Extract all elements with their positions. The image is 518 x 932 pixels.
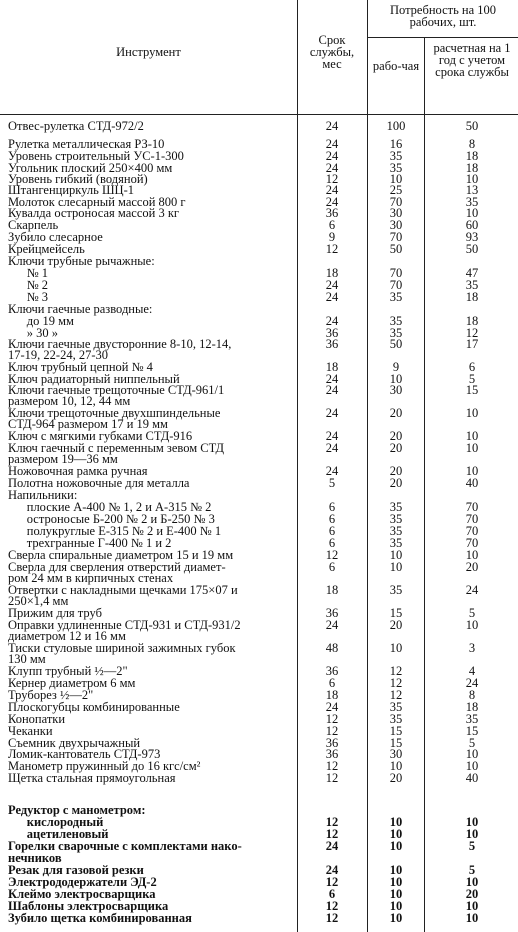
- row-label: нечников: [8, 851, 62, 865]
- row-label: ацетиленовый: [8, 827, 109, 841]
- column-divider: [297, 0, 298, 114]
- row-value-c: 5: [468, 606, 476, 620]
- row-value-a: 12: [325, 899, 339, 913]
- row-value-c: 10: [465, 206, 479, 220]
- row-label: Молоток слесарный массой 800 г: [8, 195, 186, 209]
- row-value-a: 36: [325, 326, 339, 340]
- row-value-a: 24: [325, 383, 339, 397]
- row-label: Резак для газовой резки: [8, 863, 144, 877]
- row-value-a: 36: [325, 664, 339, 678]
- row-value-a: 12: [325, 815, 339, 829]
- row-value-a: 24: [325, 195, 339, 209]
- row-label: Штангенциркуль ШЦ-1: [8, 183, 135, 197]
- column-divider: [367, 114, 368, 932]
- row-value-c: 20: [465, 560, 479, 574]
- column-divider: [367, 0, 368, 114]
- row-value-b: 10: [389, 911, 403, 925]
- row-value-b: 10: [389, 759, 403, 773]
- row-value-b: 9: [392, 360, 400, 374]
- row-value-a: 12: [325, 771, 339, 785]
- row-label: 250×1,4 мм: [8, 594, 69, 608]
- row-label: Угольник плоский 250×400 мм: [8, 161, 173, 175]
- row-value-b: 35: [389, 161, 403, 175]
- row-value-a: 36: [325, 206, 339, 220]
- row-value-a: 12: [325, 911, 339, 925]
- row-value-c: 10: [465, 747, 479, 761]
- row-label: Ломик-кантователь СТД-973: [8, 747, 161, 761]
- row-label: Горелки сварочные с комплектами нако-: [8, 839, 242, 853]
- row-value-a: 6: [328, 524, 336, 538]
- row-value-b: 10: [389, 815, 403, 829]
- row-value-b: 35: [389, 712, 403, 726]
- row-value-b: 20: [389, 406, 403, 420]
- row-value-c: 24: [465, 676, 479, 690]
- row-label: 130 мм: [8, 652, 46, 666]
- row-value-b: 20: [389, 441, 403, 455]
- row-value-b: 15: [389, 724, 403, 738]
- row-label: Клеймо электросварщика: [8, 887, 156, 901]
- row-label: Ножовочная рамка ручная: [8, 464, 148, 478]
- row-value-a: 9: [328, 230, 336, 244]
- row-value-a: 24: [325, 839, 339, 853]
- row-label: Сверла для сверления отверстий диамет-: [8, 560, 226, 574]
- row-label: Манометр пружинный до 16 кгс/см²: [8, 759, 201, 773]
- row-label: Шаблоны электросварщика: [8, 899, 169, 913]
- header-instrument: Инструмент: [116, 45, 181, 59]
- row-value-c: 35: [465, 278, 479, 292]
- row-label: Прижим для труб: [8, 606, 102, 620]
- row-label: Отвес-рулетка СТД-972/2: [8, 119, 144, 133]
- row-value-b: 20: [389, 429, 403, 443]
- row-label: № 2: [8, 278, 49, 292]
- row-value-c: 8: [468, 688, 476, 702]
- row-label: Ключи гаечные трещоточные СТД-961/1: [8, 383, 225, 397]
- row-value-c: 18: [465, 700, 479, 714]
- row-value-b: 35: [389, 512, 403, 526]
- row-value-b: 20: [389, 771, 403, 785]
- row-label: Конопатки: [8, 712, 66, 726]
- header-srok: Срок службы, мес: [309, 33, 355, 71]
- row-label: Скарпель: [8, 218, 59, 232]
- row-value-b: 10: [389, 839, 403, 853]
- row-value-a: 24: [325, 119, 339, 133]
- row-value-b: 30: [389, 383, 403, 397]
- row-value-a: 36: [325, 337, 339, 351]
- row-value-a: 12: [325, 548, 339, 562]
- row-value-a: 12: [325, 172, 339, 186]
- row-value-c: 10: [465, 429, 479, 443]
- row-value-a: 6: [328, 500, 336, 514]
- row-value-c: 10: [465, 759, 479, 773]
- row-value-a: 12: [325, 759, 339, 773]
- row-value-a: 18: [325, 688, 339, 702]
- row-label: » 30 »: [8, 326, 58, 340]
- row-value-c: 10: [465, 406, 479, 420]
- row-label: диаметром 12 и 16 мм: [8, 629, 126, 643]
- row-label: размером 10, 12, 44 мм: [8, 394, 131, 408]
- row-value-c: 60: [465, 218, 479, 232]
- row-value-b: 10: [389, 641, 403, 655]
- row-value-a: 24: [325, 137, 339, 151]
- row-value-a: 48: [325, 641, 339, 655]
- row-value-c: 35: [465, 712, 479, 726]
- row-value-a: 24: [325, 406, 339, 420]
- row-value-a: 12: [325, 242, 339, 256]
- row-value-c: 70: [465, 524, 479, 538]
- row-label: Уровень гибкий (водяной): [8, 172, 148, 186]
- row-value-c: 70: [465, 536, 479, 550]
- row-label: кислородный: [8, 815, 104, 829]
- row-value-a: 18: [325, 360, 339, 374]
- row-value-c: 10: [465, 911, 479, 925]
- row-value-a: 18: [325, 583, 339, 597]
- row-value-b: 10: [389, 560, 403, 574]
- row-label: Отвертки с накладными щечками 175×07 и: [8, 583, 238, 597]
- row-value-a: 36: [325, 606, 339, 620]
- row-value-b: 35: [389, 149, 403, 163]
- row-value-b: 30: [389, 206, 403, 220]
- row-value-b: 35: [389, 326, 403, 340]
- row-label: Ключи трещоточные двухшпиндельные: [8, 406, 221, 420]
- row-label: Чеканки: [8, 724, 53, 738]
- row-value-b: 30: [389, 218, 403, 232]
- row-value-b: 35: [389, 314, 403, 328]
- row-label: ром 24 мм в кирпичных стенах: [8, 571, 174, 585]
- row-label: 17-19, 22-24, 27-30: [8, 348, 108, 362]
- row-label: Крейцмейсель: [8, 242, 85, 256]
- row-value-c: 3: [468, 641, 476, 655]
- row-value-c: 10: [465, 464, 479, 478]
- row-value-c: 5: [468, 736, 476, 750]
- row-value-c: 13: [465, 183, 479, 197]
- row-value-b: 20: [389, 618, 403, 632]
- row-label: Ключи гаечные двусторонние 8-10, 12-14,: [8, 337, 232, 351]
- row-value-a: 24: [325, 863, 339, 877]
- row-value-c: 6: [468, 360, 476, 374]
- row-value-b: 10: [389, 887, 403, 901]
- row-value-c: 70: [465, 512, 479, 526]
- row-label: полукруглые Е-315 № 2 и Е-400 № 1: [8, 524, 222, 538]
- row-label: Уровень строительный УС-1-300: [8, 149, 184, 163]
- row-label: Ключ гаечный с переменным зевом СТД: [8, 441, 224, 455]
- row-value-c: 40: [465, 771, 479, 785]
- row-value-a: 24: [325, 278, 339, 292]
- row-value-b: 10: [389, 899, 403, 913]
- row-value-b: 10: [389, 372, 403, 386]
- row-value-a: 12: [325, 875, 339, 889]
- row-value-c: 50: [465, 242, 479, 256]
- row-label: размером 19—36 мм: [8, 452, 118, 466]
- row-value-c: 18: [465, 314, 479, 328]
- column-divider: [424, 114, 425, 932]
- row-label: СТД-964 размером 17 и 19 мм: [8, 417, 168, 431]
- row-label: остроносые Б-200 № 2 и Б-250 № 3: [8, 512, 215, 526]
- row-label: трехгранные Г-400 № 1 и 2: [8, 536, 172, 550]
- row-value-b: 15: [389, 736, 403, 750]
- row-value-c: 10: [465, 172, 479, 186]
- row-value-b: 35: [389, 536, 403, 550]
- row-label: Оправки удлиненные СТД-931 и СТД-931/2: [8, 618, 241, 632]
- header-calc: расчетная на 1 год с учетом срока службы: [433, 41, 511, 79]
- row-value-b: 70: [389, 266, 403, 280]
- row-label: Ключ радиаторный ниппельный: [8, 372, 180, 386]
- row-label: Клупп трубный ½—2": [8, 664, 128, 678]
- row-value-b: 10: [389, 827, 403, 841]
- row-value-a: 36: [325, 747, 339, 761]
- row-value-c: 8: [468, 137, 476, 151]
- row-label: Электрододержатели ЭД-2: [8, 875, 157, 889]
- row-value-c: 18: [465, 149, 479, 163]
- row-value-c: 15: [465, 724, 479, 738]
- header-working: рабо-чая: [372, 59, 420, 73]
- row-value-a: 6: [328, 887, 336, 901]
- row-value-c: 18: [465, 161, 479, 175]
- row-value-c: 35: [465, 195, 479, 209]
- row-label: Зубило слесарное: [8, 230, 103, 244]
- header-bottom-rule: [0, 114, 518, 115]
- row-label: до 19 мм: [8, 314, 74, 328]
- row-value-b: 70: [389, 230, 403, 244]
- row-value-a: 24: [325, 290, 339, 304]
- row-value-a: 6: [328, 512, 336, 526]
- row-label: Зубило щетка комбинированная: [8, 911, 192, 925]
- row-value-b: 35: [389, 500, 403, 514]
- row-label: Тиски стуловые шириной зажимных губок: [8, 641, 236, 655]
- row-value-b: 35: [389, 583, 403, 597]
- row-value-b: 12: [389, 688, 403, 702]
- row-label: Кернер диаметром 6 мм: [8, 676, 136, 690]
- row-value-a: 24: [325, 314, 339, 328]
- row-value-a: 18: [325, 266, 339, 280]
- row-value-a: 12: [325, 712, 339, 726]
- row-value-c: 17: [465, 337, 479, 351]
- row-value-b: 10: [389, 875, 403, 889]
- row-value-a: 12: [325, 724, 339, 738]
- row-value-c: 20: [465, 887, 479, 901]
- row-value-b: 50: [389, 242, 403, 256]
- row-value-a: 24: [325, 618, 339, 632]
- row-value-a: 24: [325, 149, 339, 163]
- row-value-a: 5: [328, 476, 336, 490]
- row-value-c: 40: [465, 476, 479, 490]
- row-label: Кувалда остроносая массой 3 кг: [8, 206, 180, 220]
- row-value-c: 18: [465, 290, 479, 304]
- row-label: Ключ с мягкими губками СТД-916: [8, 429, 193, 443]
- column-divider: [297, 114, 298, 932]
- row-value-c: 10: [465, 827, 479, 841]
- row-value-a: 24: [325, 161, 339, 175]
- row-value-c: 70: [465, 500, 479, 514]
- row-value-b: 16: [389, 137, 403, 151]
- row-value-c: 10: [465, 875, 479, 889]
- row-value-a: 6: [328, 676, 336, 690]
- row-value-a: 24: [325, 441, 339, 455]
- row-value-b: 35: [389, 524, 403, 538]
- row-value-c: 47: [465, 266, 479, 280]
- row-value-a: 24: [325, 700, 339, 714]
- row-value-c: 50: [465, 119, 479, 133]
- row-value-a: 24: [325, 372, 339, 386]
- row-value-c: 10: [465, 548, 479, 562]
- row-label: Полотна ножовочные для металла: [8, 476, 190, 490]
- row-value-b: 12: [389, 664, 403, 678]
- row-value-c: 93: [465, 230, 479, 244]
- row-value-c: 10: [465, 618, 479, 632]
- row-value-b: 35: [389, 700, 403, 714]
- row-value-c: 4: [468, 664, 476, 678]
- row-value-b: 10: [389, 172, 403, 186]
- row-value-b: 50: [389, 337, 403, 351]
- row-value-c: 5: [468, 372, 476, 386]
- row-label: Ключ трубный цепной № 4: [8, 360, 153, 374]
- row-label: № 3: [8, 290, 49, 304]
- row-value-b: 15: [389, 606, 403, 620]
- column-divider: [424, 37, 425, 114]
- row-label: Рулетка металлическая РЗ-10: [8, 137, 165, 151]
- row-value-b: 20: [389, 476, 403, 490]
- row-label: Труборез ½—2": [8, 688, 94, 702]
- row-value-b: 10: [389, 863, 403, 877]
- row-value-a: 36: [325, 736, 339, 750]
- row-value-a: 6: [328, 560, 336, 574]
- row-value-b: 100: [386, 119, 406, 133]
- row-label: плоские А-400 № 1, 2 и А-315 № 2: [8, 500, 212, 514]
- row-label: Напильники:: [8, 488, 78, 502]
- row-value-a: 6: [328, 536, 336, 550]
- row-value-b: 10: [389, 548, 403, 562]
- row-value-c: 15: [465, 383, 479, 397]
- row-label: № 1: [8, 266, 49, 280]
- row-label: Съемник двухрычажный: [8, 736, 141, 750]
- row-value-b: 30: [389, 747, 403, 761]
- row-value-b: 12: [389, 676, 403, 690]
- row-value-a: 24: [325, 464, 339, 478]
- row-value-b: 70: [389, 195, 403, 209]
- row-value-c: 24: [465, 583, 479, 597]
- row-label: Щетка стальная прямоугольная: [8, 771, 176, 785]
- header-divider: [367, 37, 518, 38]
- row-value-a: 12: [325, 827, 339, 841]
- row-value-a: 6: [328, 218, 336, 232]
- row-label: Ключи трубные рычажные:: [8, 254, 155, 268]
- row-value-a: 24: [325, 429, 339, 443]
- row-value-c: 10: [465, 899, 479, 913]
- row-label: Плоскогубцы комбинированные: [8, 700, 180, 714]
- row-value-b: 20: [389, 464, 403, 478]
- row-value-c: 5: [468, 863, 476, 877]
- row-value-b: 70: [389, 278, 403, 292]
- row-label: Сверла спиральные диаметром 15 и 19 мм: [8, 548, 234, 562]
- row-label: Ключи гаечные разводные:: [8, 302, 153, 316]
- row-value-b: 25: [389, 183, 403, 197]
- row-value-a: 24: [325, 183, 339, 197]
- row-value-c: 12: [465, 326, 479, 340]
- row-value-c: 5: [468, 839, 476, 853]
- header-need: Потребность на 100 рабочих, шт.: [389, 3, 497, 29]
- row-value-c: 10: [465, 815, 479, 829]
- row-label: Редуктор с манометром:: [8, 803, 146, 817]
- row-value-b: 35: [389, 290, 403, 304]
- row-value-c: 10: [465, 441, 479, 455]
